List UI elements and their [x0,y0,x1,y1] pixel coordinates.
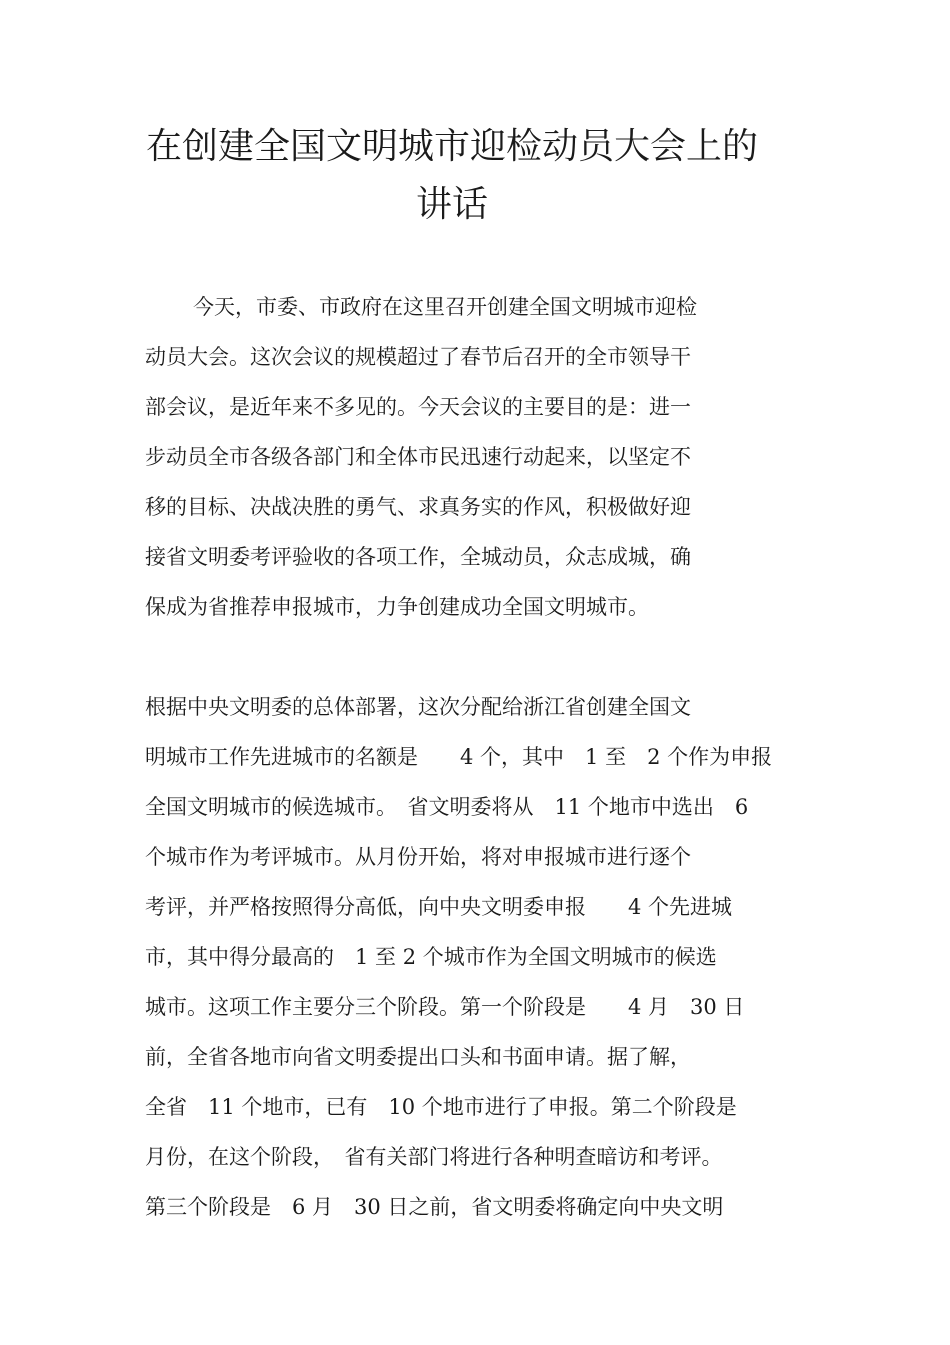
paragraph-1-line: 保成为省推荐申报城市，力争创建成功全国文明城市。 [145,595,649,619]
paragraph-1-line: 动员大会。这次会议的规模超过了春节后召开的全市领导干 [145,345,691,369]
paragraph-2-line: 全省 11 个地市，已有 10 个地市进行了申报。第二个阶段是 [145,1095,737,1119]
paragraph-2-line: 考评，并严格按照得分高低，向中央文明委申报 4 个先进城 [145,895,733,919]
paragraph-2-line: 城市。这项工作主要分三个阶段。第一个阶段是 4 月 30 日 [145,995,745,1019]
paragraph-2-line: 个城市作为考评城市。从月份开始，将对申报城市进行逐个 [145,845,691,869]
paragraph-1-line: 今天，市委、市政府在这里召开创建全国文明城市迎检 [193,295,697,319]
paragraph-1-line: 步动员全市各级各部门和全体市民迅速行动起来，以坚定不 [145,445,691,469]
document-title [0,118,904,234]
paragraph-1-line: 接省文明委考评验收的各项工作，全城动员，众志成城，确 [145,545,691,569]
paragraph-2-line: 市，其中得分最高的 1 至 2 个城市作为全国文明城市的候选 [145,945,717,969]
paragraph-2-line: 根据中央文明委的总体部署，这次分配给浙江省创建全国文 [145,695,691,719]
paragraph-2-line: 月份，在这个阶段， 省有关部门将进行各种明查暗访和考评。 [145,1145,723,1169]
title-line: 在创建全国文明城市迎检动员大会上的 [145,126,758,167]
paragraph-1-line: 移的目标、决战决胜的勇气、求真务实的作风，积极做好迎 [145,495,691,519]
paragraph-2-line: 前，全省各地市向省文明委提出口头和书面申请。据了解， [145,1045,691,1069]
paragraph-2-line: 全国文明城市的候选城市。 省文明委将从 11 个地市中选出 6 [145,795,749,819]
paragraph-2-line: 第三个阶段是 6 月 30 日之前，省文明委将确定向中央文明 [145,1195,724,1219]
paragraph-2-line: 明城市工作先进城市的名额是 4 个，其中 1 至 2 个作为申报 [145,745,773,769]
title-line: 讲话 [415,184,488,225]
paragraph-1-line: 部会议，是近年来不多见的。今天会议的主要目的是：进一 [145,395,691,419]
